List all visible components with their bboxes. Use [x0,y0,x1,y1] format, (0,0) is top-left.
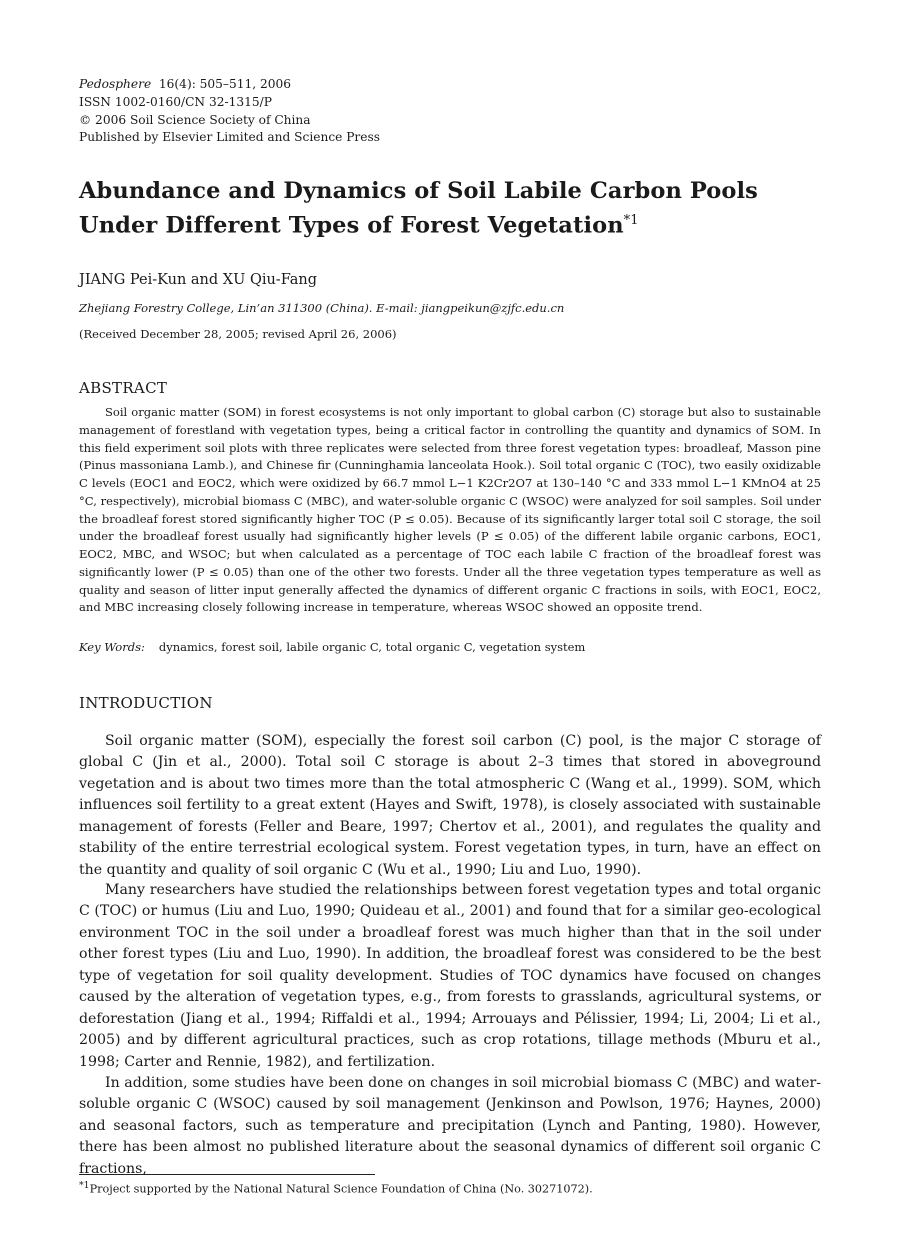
received-dates: (Received December 28, 2005; revised April 26, 2006) [79,327,397,341]
footnote [79,1180,593,1196]
journal-issn: ISSN 1002-0160/CN 32-1315/P [79,94,272,109]
journal-volume-pages: 16(4): 505–511, 2006 [158,77,292,91]
intro-paragraph-1: Soil organic matter (SOM), especially the forest soil carbon (C) pool, is the major C storage of global C (Jin et al., 2000). Total soil C storage is about 2–3 times that stored in aboveground vegetation and is about two times more than the total atmospheric C (Wang et al., 1999). SOM, which influences soil fertility to a great extent (Hayes and Swift, 1978), is closely associated with sustainable management of forests (Feller and Beare, 1997; Chertov et al., 2001), and regulates the quality and stability of the entire terrestrial ecological system. Forest vegetation types, in turn, have an effect on the quantity and quality of soil organic C (Wu et al., 1990; Liu and Luo, 1990). [79,733,821,878]
intro-paragraph-3: In addition, some studies have been done on changes in soil microbial biomass C (MBC) and water-soluble organic C (WSOC) caused by soil management (Jenkinson and Powlson, 1976; Haynes, 2000) and seasonal factors, such as temperature and precipitation (Lynch and Panting, 1980). However, there has been almost no published literature about the seasonal dynamics of different soil organic C fractions, [79,1075,821,1177]
title-line-1: Abundance and Dynamics of Soil Labile Carbon Pools [79,178,758,204]
author-affiliation: Zhejiang Forestry College, Lin’an 311300 (China). E-mail: jiangpeikun@zjfc.edu.cn [79,301,565,315]
journal-citation [79,76,380,94]
footnote-text: Project supported by the National Natural Science Foundation of China (No. 30271072). [89,1182,593,1196]
keywords-label: Key Words: [79,640,145,654]
journal-name: Pedosphere [79,77,152,91]
introduction-heading: INTRODUCTION [79,694,213,712]
journal-publisher: Published by Elsevier Limited and Science Press [79,130,380,145]
abstract-heading: ABSTRACT [79,379,168,397]
article-authors: JIANG Pei-Kun and XU Qiu-Fang [79,272,318,288]
footnote-mark: *1 [79,1180,90,1191]
article-title [79,176,839,241]
keywords-line [79,640,821,654]
footnote-divider [79,1174,375,1175]
title-footnote-mark: *1 [623,213,639,228]
title-line-2: Under Different Types of Forest Vegetation [79,212,624,239]
journal-copyright: © 2006 Soil Science Society of China [79,112,311,127]
abstract-text: Soil organic matter (SOM) in forest ecosystems is not only important to global carbon (C) storage but also to sustainable management of forestland with vegetation types, being a critical factor in controlling the quantity and dynamics of SOM. In this field experiment soil plots with three replicates were selected from three forest vegetation types: broadleaf, Masson pine (Pinus massoniana Lamb.), and Chinese fir (Cunninghamia lanceolata Hook.). Soil total organic C (TOC), two easily oxidizable C levels (EOC1 and EOC2, which were oxidized by 66.7 mmol L−1 K2Cr2O7 at 130–140 °C and 333 mmol L−1 KMnO4 at 25 °C, respectively), microbial biomass C (MBC), and water-soluble organic C (WSOC) were analyzed for soil samples. Soil under the broadleaf forest stored significantly higher TOC (P ≤ 0.05). Because of its significantly larger total soil C storage, the soil under the broadleaf forest usually had significantly higher levels (P ≤ 0.05) of the different labile organic carbons, EOC1, EOC2, MBC, and WSOC; but when calculated as a percentage of TOC each labile C fraction of the broadleaf forest was significantly lower (P ≤ 0.05) than one of the other two forests. Under all the three vegetation types temperature as well as quality and season of litter input generally affected the dynamics of different organic C fractions in soils, with EOC1, EOC2, and MBC increasing closely following increase in temperature, whereas WSOC showed an opposite trend. [79,405,821,615]
intro-paragraph-2: Many researchers have studied the relationships between forest vegetation types and total organic C (TOC) or humus (Liu and Luo, 1990; Quideau et al., 2001) and found that for a similar geo-ecological environment TOC in the soil under a broadleaf forest was much higher than that in the soil under other forest types (Liu and Luo, 1990). In addition, the broadleaf forest was considered to be the best type of vegetation for soil quality development. Studies of TOC dynamics have focused on changes caused by the alteration of vegetation types, e.g., from forests to grasslands, agricultural systems, or deforestation (Jiang et al., 1994; Riffaldi et al., 1994; Arrouays and Pélissier, 1994; Li, 2004; Li et al., 2005) and by different agricultural practices, such as crop rotations, tillage methods (Mburu et al., 1998; Carter and Rennie, 1982), and fertilization. [79,882,821,1070]
keywords-text: dynamics, forest soil, labile organic C, total organic C, vegetation system [158,640,586,654]
journal-header [79,76,380,147]
